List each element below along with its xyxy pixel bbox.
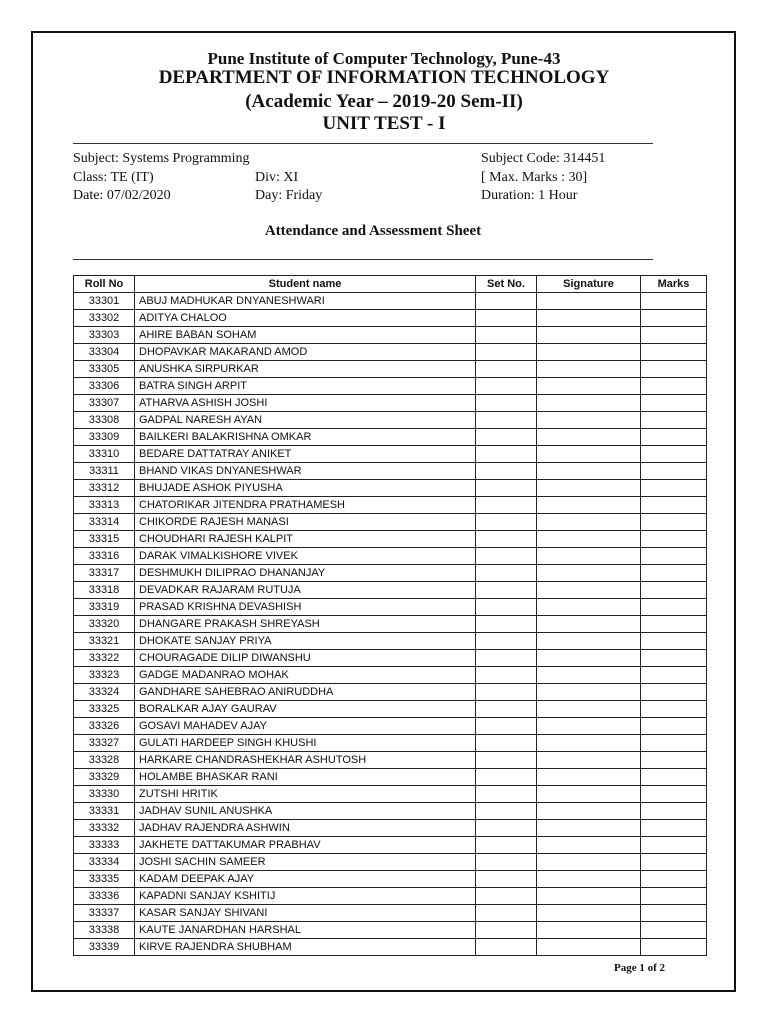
set-number-cell xyxy=(476,769,537,786)
marks-cell xyxy=(641,803,707,820)
signature-cell xyxy=(537,803,641,820)
signature-cell xyxy=(537,667,641,684)
signature-cell xyxy=(537,361,641,378)
signature-cell xyxy=(537,412,641,429)
set-number-cell xyxy=(476,412,537,429)
table-row xyxy=(74,922,707,939)
marks-cell xyxy=(641,429,707,446)
column-header: Marks xyxy=(641,276,707,293)
marks-cell xyxy=(641,514,707,531)
student-name-cell: JADHAV SUNIL ANUSHKA xyxy=(135,803,476,820)
table-row xyxy=(74,497,707,514)
roll-number-cell: 33312 xyxy=(74,480,135,497)
duration: Duration: 1 Hour xyxy=(481,188,578,203)
signature-cell xyxy=(537,616,641,633)
student-name-cell: KIRVE RAJENDRA SHUBHAM xyxy=(135,939,476,956)
set-number-cell xyxy=(476,531,537,548)
signature-cell xyxy=(537,939,641,956)
signature-cell xyxy=(537,599,641,616)
table-row xyxy=(74,837,707,854)
table-row xyxy=(74,616,707,633)
student-name-cell: DARAK VIMALKISHORE VIVEK xyxy=(135,548,476,565)
student-name-cell: ADITYA CHALOO xyxy=(135,310,476,327)
column-header: Student name xyxy=(135,276,476,293)
roll-number-cell: 33302 xyxy=(74,310,135,327)
roll-number-cell: 33301 xyxy=(74,293,135,310)
academic-year: (Academic Year – 2019-20 Sem-II) xyxy=(245,91,523,112)
table-row xyxy=(74,820,707,837)
student-name-cell: HOLAMBE BHASKAR RANI xyxy=(135,769,476,786)
student-name-cell: GADGE MADANRAO MOHAK xyxy=(135,667,476,684)
marks-cell xyxy=(641,650,707,667)
set-number-cell xyxy=(476,344,537,361)
marks-cell xyxy=(641,310,707,327)
set-number-cell xyxy=(476,310,537,327)
marks-cell xyxy=(641,480,707,497)
student-name-cell: AHIRE BABAN SOHAM xyxy=(135,327,476,344)
signature-cell xyxy=(537,565,641,582)
marks-cell xyxy=(641,854,707,871)
set-number-cell xyxy=(476,650,537,667)
roll-number-cell: 33320 xyxy=(74,616,135,633)
set-number-cell xyxy=(476,548,537,565)
table-row xyxy=(74,718,707,735)
set-number-cell xyxy=(476,820,537,837)
student-name-cell: BHUJADE ASHOK PIYUSHA xyxy=(135,480,476,497)
table-header-row xyxy=(74,276,707,293)
table-row xyxy=(74,446,707,463)
signature-cell xyxy=(537,905,641,922)
column-header: Roll No xyxy=(74,276,135,293)
attendance-table xyxy=(73,275,707,956)
student-name-cell: JADHAV RAJENDRA ASHWIN xyxy=(135,820,476,837)
roll-number-cell: 33304 xyxy=(74,344,135,361)
roll-number-cell: 33318 xyxy=(74,582,135,599)
set-number-cell xyxy=(476,446,537,463)
student-name-cell: GOSAVI MAHADEV AJAY xyxy=(135,718,476,735)
set-number-cell xyxy=(476,463,537,480)
student-name-cell: CHIKORDE RAJESH MANASI xyxy=(135,514,476,531)
table-row xyxy=(74,514,707,531)
roll-number-cell: 33309 xyxy=(74,429,135,446)
roll-number-cell: 33328 xyxy=(74,752,135,769)
roll-number-cell: 33336 xyxy=(74,888,135,905)
marks-cell xyxy=(641,735,707,752)
set-number-cell xyxy=(476,837,537,854)
signature-cell xyxy=(537,446,641,463)
test-name: UNIT TEST - I xyxy=(322,113,446,134)
roll-number-cell: 33329 xyxy=(74,769,135,786)
roll-number-cell: 33333 xyxy=(74,837,135,854)
signature-cell xyxy=(537,769,641,786)
signature-cell xyxy=(537,531,641,548)
marks-cell xyxy=(641,769,707,786)
student-name-cell: BATRA SINGH ARPIT xyxy=(135,378,476,395)
set-number-cell xyxy=(476,854,537,871)
marks-cell xyxy=(641,378,707,395)
table-row xyxy=(74,565,707,582)
set-number-cell xyxy=(476,871,537,888)
signature-cell xyxy=(537,786,641,803)
marks-cell xyxy=(641,939,707,956)
table-row xyxy=(74,752,707,769)
table-row xyxy=(74,361,707,378)
signature-cell xyxy=(537,497,641,514)
roll-number-cell: 33321 xyxy=(74,633,135,650)
set-number-cell xyxy=(476,684,537,701)
table-row xyxy=(74,463,707,480)
marks-cell xyxy=(641,582,707,599)
table-row xyxy=(74,888,707,905)
student-name-cell: BEDARE DATTATRAY ANIKET xyxy=(135,446,476,463)
marks-cell xyxy=(641,820,707,837)
signature-cell xyxy=(537,344,641,361)
marks-cell xyxy=(641,837,707,854)
student-name-cell: ATHARVA ASHISH JOSHI xyxy=(135,395,476,412)
student-name-cell: BORALKAR AJAY GAURAV xyxy=(135,701,476,718)
roll-number-cell: 33323 xyxy=(74,667,135,684)
marks-cell xyxy=(641,718,707,735)
signature-cell xyxy=(537,752,641,769)
student-name-cell: JAKHETE DATTAKUMAR PRABHAV xyxy=(135,837,476,854)
table-row xyxy=(74,905,707,922)
student-name-cell: PRASAD KRISHNA DEVASHISH xyxy=(135,599,476,616)
signature-cell xyxy=(537,735,641,752)
table-row xyxy=(74,412,707,429)
title-divider xyxy=(73,259,653,260)
subject-code: Subject Code: 314451 xyxy=(481,151,606,166)
marks-cell xyxy=(641,446,707,463)
table-row xyxy=(74,684,707,701)
table-row xyxy=(74,803,707,820)
student-name-cell: GANDHARE SAHEBRAO ANIRUDDHA xyxy=(135,684,476,701)
date: Date: 07/02/2020 xyxy=(73,188,171,203)
table-row xyxy=(74,310,707,327)
roll-number-cell: 33303 xyxy=(74,327,135,344)
set-number-cell xyxy=(476,514,537,531)
marks-cell xyxy=(641,905,707,922)
student-name-cell: DHANGARE PRAKASH SHREYASH xyxy=(135,616,476,633)
table-row xyxy=(74,854,707,871)
roll-number-cell: 33327 xyxy=(74,735,135,752)
set-number-cell xyxy=(476,395,537,412)
student-name-cell: ABUJ MADHUKAR DNYANESHWARI xyxy=(135,293,476,310)
set-number-cell xyxy=(476,616,537,633)
subject: Subject: Systems Programming xyxy=(73,151,250,166)
marks-cell xyxy=(641,327,707,344)
roll-number-cell: 33337 xyxy=(74,905,135,922)
roll-number-cell: 33305 xyxy=(74,361,135,378)
set-number-cell xyxy=(476,667,537,684)
signature-cell xyxy=(537,395,641,412)
marks-cell xyxy=(641,701,707,718)
marks-cell xyxy=(641,531,707,548)
table-row xyxy=(74,599,707,616)
set-number-cell xyxy=(476,922,537,939)
roll-number-cell: 33324 xyxy=(74,684,135,701)
column-header: Set No. xyxy=(476,276,537,293)
marks-cell xyxy=(641,633,707,650)
roll-number-cell: 33339 xyxy=(74,939,135,956)
table-row xyxy=(74,429,707,446)
student-name-cell: BAILKERI BALAKRISHNA OMKAR xyxy=(135,429,476,446)
set-number-cell xyxy=(476,497,537,514)
signature-cell xyxy=(537,888,641,905)
institute-name: Pune Institute of Computer Technology, Pune-43 xyxy=(207,49,561,68)
table-row xyxy=(74,548,707,565)
roll-number-cell: 33308 xyxy=(74,412,135,429)
table-row xyxy=(74,735,707,752)
table-row xyxy=(74,395,707,412)
marks-cell xyxy=(641,412,707,429)
student-name-cell: HARKARE CHANDRASHEKHAR ASHUTOSH xyxy=(135,752,476,769)
table-row xyxy=(74,582,707,599)
signature-cell xyxy=(537,310,641,327)
signature-cell xyxy=(537,463,641,480)
table-row xyxy=(74,633,707,650)
table-row xyxy=(74,939,707,956)
student-name-cell: KAUTE JANARDHAN HARSHAL xyxy=(135,922,476,939)
student-name-cell: GULATI HARDEEP SINGH KHUSHI xyxy=(135,735,476,752)
set-number-cell xyxy=(476,701,537,718)
roll-number-cell: 33322 xyxy=(74,650,135,667)
roll-number-cell: 33306 xyxy=(74,378,135,395)
marks-cell xyxy=(641,361,707,378)
signature-cell xyxy=(537,837,641,854)
student-name-cell: DHOKATE SANJAY PRIYA xyxy=(135,633,476,650)
roll-number-cell: 33325 xyxy=(74,701,135,718)
set-number-cell xyxy=(476,429,537,446)
table-row xyxy=(74,769,707,786)
set-number-cell xyxy=(476,327,537,344)
signature-cell xyxy=(537,548,641,565)
roll-number-cell: 33315 xyxy=(74,531,135,548)
max-marks: [ Max. Marks : 30] xyxy=(481,170,588,185)
set-number-cell xyxy=(476,480,537,497)
table-row xyxy=(74,871,707,888)
signature-cell xyxy=(537,684,641,701)
marks-cell xyxy=(641,565,707,582)
set-number-cell xyxy=(476,718,537,735)
day: Day: Friday xyxy=(255,188,323,203)
set-number-cell xyxy=(476,803,537,820)
marks-cell xyxy=(641,599,707,616)
set-number-cell xyxy=(476,582,537,599)
marks-cell xyxy=(641,548,707,565)
roll-number-cell: 33331 xyxy=(74,803,135,820)
roll-number-cell: 33319 xyxy=(74,599,135,616)
student-name-cell: ANUSHKA SIRPURKAR xyxy=(135,361,476,378)
roll-number-cell: 33310 xyxy=(74,446,135,463)
student-name-cell: GADPAL NARESH AYAN xyxy=(135,412,476,429)
roll-number-cell: 33307 xyxy=(74,395,135,412)
roll-number-cell: 33330 xyxy=(74,786,135,803)
marks-cell xyxy=(641,667,707,684)
marks-cell xyxy=(641,395,707,412)
marks-cell xyxy=(641,922,707,939)
signature-cell xyxy=(537,378,641,395)
table-row xyxy=(74,344,707,361)
marks-cell xyxy=(641,497,707,514)
student-name-cell: CHOURAGADE DILIP DIWANSHU xyxy=(135,650,476,667)
set-number-cell xyxy=(476,786,537,803)
marks-cell xyxy=(641,463,707,480)
set-number-cell xyxy=(476,293,537,310)
roll-number-cell: 33335 xyxy=(74,871,135,888)
set-number-cell xyxy=(476,735,537,752)
roll-number-cell: 33332 xyxy=(74,820,135,837)
table-row xyxy=(74,786,707,803)
signature-cell xyxy=(537,718,641,735)
student-name-cell: CHOUDHARI RAJESH KALPIT xyxy=(135,531,476,548)
marks-cell xyxy=(641,752,707,769)
roll-number-cell: 33338 xyxy=(74,922,135,939)
roll-number-cell: 33317 xyxy=(74,565,135,582)
set-number-cell xyxy=(476,378,537,395)
table-row xyxy=(74,293,707,310)
signature-cell xyxy=(537,871,641,888)
signature-cell xyxy=(537,820,641,837)
roll-number-cell: 33311 xyxy=(74,463,135,480)
signature-cell xyxy=(537,514,641,531)
table-row xyxy=(74,701,707,718)
roll-number-cell: 33314 xyxy=(74,514,135,531)
student-name-cell: KAPADNI SANJAY KSHITIJ xyxy=(135,888,476,905)
marks-cell xyxy=(641,888,707,905)
table-row xyxy=(74,480,707,497)
division: Div: XI xyxy=(255,170,299,185)
signature-cell xyxy=(537,582,641,599)
student-name-cell: CHATORIKAR JITENDRA PRATHAMESH xyxy=(135,497,476,514)
page-number: Page 1 of 2 xyxy=(614,962,666,974)
table-row xyxy=(74,667,707,684)
set-number-cell xyxy=(476,633,537,650)
student-name-cell: DESHMUKH DILIPRAO DHANANJAY xyxy=(135,565,476,582)
signature-cell xyxy=(537,480,641,497)
roll-number-cell: 33316 xyxy=(74,548,135,565)
header-divider xyxy=(73,143,653,144)
signature-cell xyxy=(537,327,641,344)
set-number-cell xyxy=(476,361,537,378)
signature-cell xyxy=(537,293,641,310)
table-row xyxy=(74,650,707,667)
set-number-cell xyxy=(476,599,537,616)
roll-number-cell: 33334 xyxy=(74,854,135,871)
table-row xyxy=(74,531,707,548)
student-name-cell: DEVADKAR RAJARAM RUTUJA xyxy=(135,582,476,599)
student-name-cell: ZUTSHI HRITIK xyxy=(135,786,476,803)
marks-cell xyxy=(641,684,707,701)
department-name: DEPARTMENT OF INFORMATION TECHNOLOGY xyxy=(158,67,610,88)
student-name-cell: KASAR SANJAY SHIVANI xyxy=(135,905,476,922)
student-name-cell: BHAND VIKAS DNYANESHWAR xyxy=(135,463,476,480)
signature-cell xyxy=(537,701,641,718)
marks-cell xyxy=(641,293,707,310)
set-number-cell xyxy=(476,565,537,582)
set-number-cell xyxy=(476,939,537,956)
sheet-title: Attendance and Assessment Sheet xyxy=(264,223,482,239)
signature-cell xyxy=(537,429,641,446)
marks-cell xyxy=(641,616,707,633)
set-number-cell xyxy=(476,752,537,769)
table-row xyxy=(74,327,707,344)
student-name-cell: JOSHI SACHIN SAMEER xyxy=(135,854,476,871)
marks-cell xyxy=(641,344,707,361)
table-row xyxy=(74,378,707,395)
marks-cell xyxy=(641,871,707,888)
student-name-cell: DHOPAVKAR MAKARAND AMOD xyxy=(135,344,476,361)
signature-cell xyxy=(537,922,641,939)
set-number-cell xyxy=(476,905,537,922)
marks-cell xyxy=(641,786,707,803)
roll-number-cell: 33313 xyxy=(74,497,135,514)
signature-cell xyxy=(537,650,641,667)
student-name-cell: KADAM DEEPAK AJAY xyxy=(135,871,476,888)
signature-cell xyxy=(537,633,641,650)
roll-number-cell: 33326 xyxy=(74,718,135,735)
column-header: Signature xyxy=(537,276,641,293)
class: Class: TE (IT) xyxy=(73,170,154,185)
set-number-cell xyxy=(476,888,537,905)
signature-cell xyxy=(537,854,641,871)
